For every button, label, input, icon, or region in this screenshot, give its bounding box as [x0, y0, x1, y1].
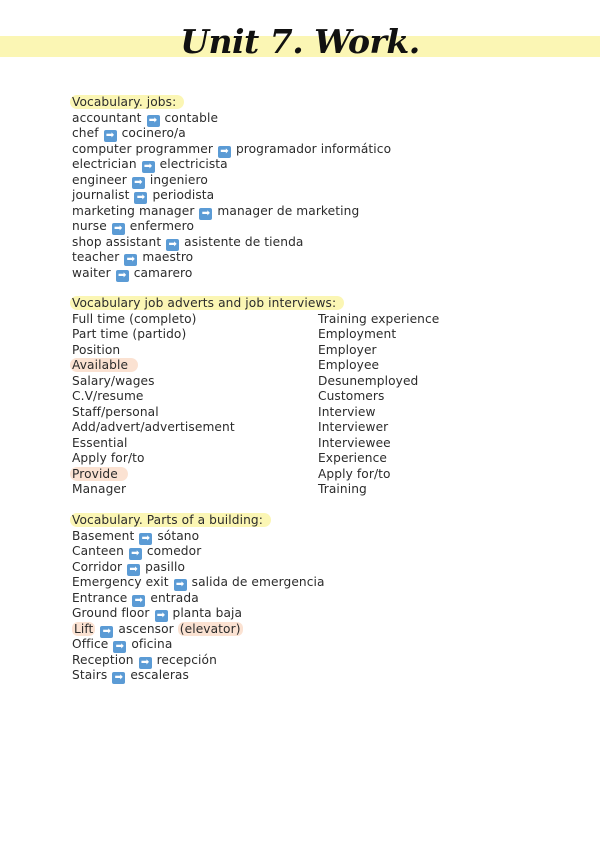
list-item — [72, 266, 192, 282]
right-arrow-icon: ➡ — [124, 254, 137, 266]
term-spanish: electricista — [159, 157, 228, 171]
term-english: engineer — [72, 172, 127, 187]
term-english: chef — [72, 126, 99, 140]
term-spanish: oficina — [131, 637, 173, 651]
term-spanish: contable — [164, 110, 219, 125]
term-english: waiter — [72, 265, 111, 280]
vocab-term: Employer — [318, 342, 377, 357]
term-note: (elevator) — [179, 621, 241, 636]
right-arrow-icon: ➡ — [116, 270, 129, 282]
vocab-term: Provide — [70, 467, 128, 481]
list-item — [318, 327, 396, 343]
list-item — [318, 312, 439, 328]
term-english: Emergency exit — [72, 575, 169, 589]
list-item — [72, 653, 217, 669]
adverts-heading — [72, 296, 344, 312]
vocab-term: Customers — [318, 389, 385, 403]
term-english: electrician — [72, 157, 137, 171]
right-arrow-icon: ➡ — [218, 146, 231, 158]
list-item — [72, 389, 144, 405]
term-english: Stairs — [72, 668, 108, 682]
list-item — [72, 529, 199, 545]
list-item — [72, 312, 197, 328]
vocab-term: Training experience — [318, 311, 440, 326]
list-item — [72, 374, 155, 390]
term-spanish: enfermero — [129, 219, 195, 233]
term-spanish: planta baja — [172, 606, 243, 620]
vocab-term: Interviewee — [318, 435, 391, 450]
list-item — [72, 126, 186, 142]
right-arrow-icon: ➡ — [112, 672, 125, 684]
adverts-heading-text: Vocabulary job adverts and job interviews: — [70, 296, 344, 310]
list-item — [72, 544, 201, 560]
vocab-term: Add/advert/advertisement — [72, 420, 235, 434]
list-item — [72, 420, 235, 436]
term-english: Basement — [72, 528, 135, 543]
right-arrow-icon: ➡ — [132, 177, 145, 189]
list-item — [318, 467, 391, 483]
vocab-term: Staff/personal — [72, 404, 159, 419]
right-arrow-icon: ➡ — [142, 161, 155, 173]
term-english: Lift — [74, 621, 94, 636]
list-item — [72, 111, 218, 127]
list-item — [72, 482, 126, 498]
list-item — [72, 235, 303, 251]
vocab-term: Desunemployed — [318, 373, 419, 388]
right-arrow-icon: ➡ — [127, 564, 140, 576]
list-item — [318, 451, 387, 467]
list-item — [72, 560, 185, 576]
list-item — [72, 219, 194, 235]
term-english: Canteen — [72, 544, 124, 558]
term-spanish: escaleras — [130, 668, 189, 682]
list-item — [72, 142, 391, 158]
list-item — [318, 420, 388, 436]
vocab-term: Training — [318, 482, 367, 496]
list-item — [72, 467, 128, 483]
vocab-term: Interview — [318, 404, 376, 419]
list-item — [72, 204, 359, 220]
right-arrow-icon: ➡ — [113, 641, 126, 653]
list-item — [72, 173, 208, 189]
list-item — [318, 482, 367, 498]
vocab-term: Apply for/to — [72, 451, 145, 465]
list-item — [318, 343, 377, 359]
vocab-term: Employment — [318, 327, 397, 341]
list-item — [72, 451, 145, 467]
term-spanish: sótano — [157, 528, 200, 543]
right-arrow-icon: ➡ — [174, 579, 187, 591]
list-item — [72, 188, 214, 204]
term-english: nurse — [72, 219, 107, 233]
list-item — [72, 668, 189, 684]
right-arrow-icon: ➡ — [112, 223, 125, 235]
term-english: Office — [72, 637, 109, 651]
list-item — [72, 606, 242, 622]
vocab-term: Full time (completo) — [72, 311, 197, 326]
right-arrow-icon: ➡ — [104, 130, 117, 142]
vocab-term: Salary/wages — [72, 373, 155, 388]
list-item — [72, 157, 228, 173]
building-heading — [72, 513, 271, 529]
term-spanish: asistente de tienda — [184, 234, 304, 249]
list-item — [318, 358, 379, 374]
term-spanish: ascensor — [118, 621, 174, 636]
term-english: computer programmer — [72, 141, 213, 156]
vocab-term: Essential — [72, 435, 128, 450]
vocab-term: Apply for/to — [318, 466, 391, 481]
right-arrow-icon: ➡ — [139, 533, 152, 545]
list-item — [72, 250, 193, 266]
term-english: marketing manager — [72, 203, 195, 218]
term-spanish: camarero — [133, 265, 193, 280]
term-english: accountant — [72, 110, 142, 125]
right-arrow-icon: ➡ — [199, 208, 212, 220]
vocab-term: Interviewer — [318, 420, 389, 434]
term-spanish: programador informático — [235, 141, 392, 156]
term-spanish: salida de emergencia — [191, 575, 325, 589]
list-item — [72, 637, 172, 653]
vocab-term: Available — [70, 358, 138, 372]
page-title: Unit 7. Work. — [180, 22, 420, 61]
term-spanish: entrada — [150, 590, 199, 605]
term-spanish: manager de marketing — [217, 203, 360, 218]
list-item — [72, 575, 325, 591]
right-arrow-icon: ➡ — [100, 626, 113, 638]
vocab-term: Manager — [72, 482, 127, 496]
right-arrow-icon: ➡ — [132, 595, 145, 607]
term-english: Entrance — [72, 590, 128, 605]
list-item — [72, 591, 199, 607]
list-item — [72, 405, 159, 421]
right-arrow-icon: ➡ — [129, 548, 142, 560]
vocab-term: Position — [72, 342, 121, 357]
term-english: Reception — [72, 652, 134, 667]
building-heading-text: Vocabulary. Parts of a building: — [70, 513, 271, 527]
right-arrow-icon: ➡ — [166, 239, 179, 251]
list-item — [318, 405, 376, 421]
term-spanish: ingeniero — [149, 172, 208, 187]
vocab-term: Employee — [318, 358, 380, 372]
term-spanish: recepción — [156, 652, 217, 667]
jobs-heading — [72, 95, 184, 111]
list-item — [318, 374, 418, 390]
vocab-term: Experience — [318, 451, 387, 465]
right-arrow-icon: ➡ — [147, 115, 160, 127]
term-spanish: cocinero/a — [121, 126, 186, 140]
list-item — [72, 436, 128, 452]
vocab-term: Part time (partido) — [72, 327, 187, 341]
term-english: Corridor — [72, 559, 123, 574]
term-spanish: pasillo — [145, 559, 186, 574]
jobs-heading-text: Vocabulary. jobs: — [70, 95, 184, 109]
term-english: shop assistant — [72, 234, 162, 249]
list-item — [72, 358, 138, 374]
right-arrow-icon: ➡ — [155, 610, 168, 622]
term-english: journalist — [72, 188, 130, 202]
term-spanish: comedor — [146, 544, 202, 558]
vocab-term: C.V/resume — [72, 389, 144, 403]
list-item — [72, 327, 186, 343]
right-arrow-icon: ➡ — [134, 192, 147, 204]
list-item — [318, 436, 391, 452]
term-english: Ground floor — [72, 606, 150, 620]
term-spanish: maestro — [142, 250, 194, 264]
term-spanish: periodista — [152, 188, 215, 202]
list-item — [318, 389, 384, 405]
right-arrow-icon: ➡ — [139, 657, 152, 669]
term-english: teacher — [72, 250, 120, 264]
list-item — [72, 622, 243, 638]
list-item — [72, 343, 120, 359]
